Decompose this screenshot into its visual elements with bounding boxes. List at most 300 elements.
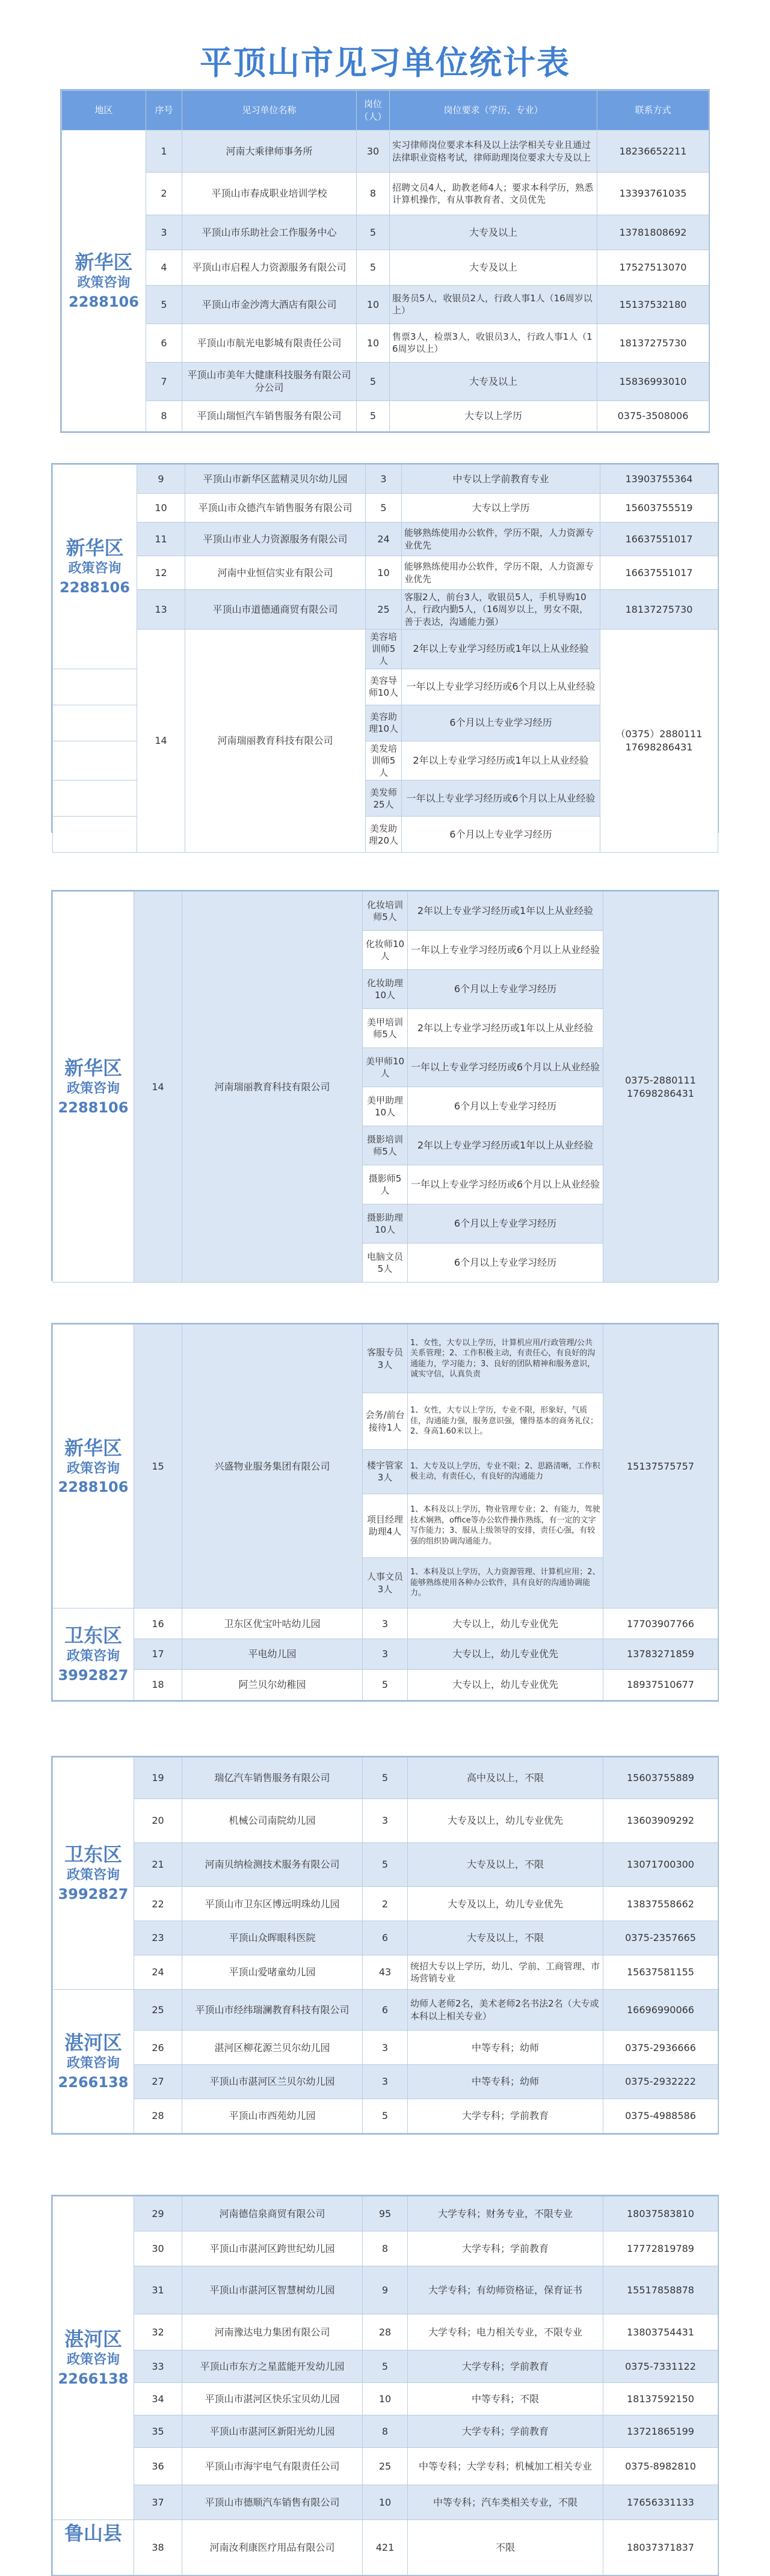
- position-name: 美发培训师5人: [366, 741, 402, 780]
- row-no: 23: [134, 1921, 182, 1955]
- row-requirements: 1、大专及以上学历，专业不限；2、思路清晰，工作积极主动，有责任心，有良好的沟通能力: [408, 1449, 603, 1494]
- district-label: 政策咨询: [68, 561, 122, 577]
- row-requirements: 不限: [408, 2520, 603, 2575]
- row-requirements: 中等专科；大学专科；机械加工相关专业: [408, 2448, 603, 2485]
- row-positions: 30: [357, 130, 390, 173]
- district-phone: 3992827: [58, 1666, 129, 1684]
- row-requirements: 6个月以上专业学习经历: [408, 1087, 603, 1126]
- row-contact: 15836993010: [597, 362, 709, 400]
- row-contact: 18037371837: [603, 2520, 718, 2575]
- row-contact: 0375-2936666: [603, 2031, 718, 2065]
- table-row: [53, 2520, 718, 2575]
- row-contact: 15137532180: [597, 285, 709, 324]
- row-positions: 5: [363, 1670, 408, 1700]
- row-unit: 平顶山市湛河区快乐宝贝幼儿园: [182, 2383, 363, 2415]
- row-requirements: 能够熟练使用办公软件，学历不限，人力资源专业优先: [402, 556, 600, 590]
- row-requirements: 2年以上专业学习经历或1年以上从业经验: [408, 892, 603, 931]
- district-phone: 3992827: [58, 1886, 129, 1903]
- row-contact: 0375-2932222: [603, 2065, 718, 2099]
- district-name: 新华区: [64, 1056, 122, 1080]
- district-label: 政策咨询: [66, 2352, 120, 2368]
- row-requirements: 一年以上专业学习经历或6个月以上从业经验: [408, 1048, 603, 1087]
- row-no: 22: [134, 1887, 182, 1921]
- row-contact: 15137575757: [603, 1325, 718, 1608]
- row-no: 16: [134, 1608, 182, 1639]
- row-contact: 13783271859: [603, 1639, 718, 1670]
- row-unit: 平顶山市业人力资源服务有限公司: [185, 523, 366, 556]
- row-no: 10: [137, 494, 185, 523]
- row-requirements: 实习律师岗位要求本科及以上法学相关专业且通过法律职业资格考试，律师助理岗位要求大专及以上: [390, 130, 597, 173]
- table-frame: [51, 890, 719, 1281]
- row-contact: 0375-4988586: [603, 2099, 718, 2133]
- unit-table: [52, 464, 718, 853]
- row-requirements: 幼师人老师2名，美术老师2名书法2名（大专或本科以上相关专业）: [408, 1989, 603, 2031]
- row-requirements: 售票3人，检票3人，收银员3人，行政人事1人（16周岁以上）: [390, 324, 597, 362]
- row-contact: 18137592150: [603, 2383, 718, 2415]
- row-positions: 6: [363, 1921, 408, 1955]
- row-positions: 5: [363, 1843, 408, 1887]
- table-row: [62, 215, 709, 250]
- row-positions: 5: [357, 400, 390, 431]
- row-unit: 河南中业恒信实业有限公司: [185, 556, 366, 590]
- row-positions: 8: [363, 2415, 408, 2448]
- row-contact: 16637551017: [600, 523, 718, 556]
- row-unit: 平顶山市金沙湾大酒店有限公司: [182, 285, 357, 324]
- table-row: [53, 629, 718, 669]
- row-positions: 28: [363, 2314, 408, 2351]
- table-row: [53, 2383, 718, 2415]
- row-no: 11: [137, 523, 185, 556]
- row-no: 17: [134, 1639, 182, 1670]
- row-no: 5: [146, 285, 182, 324]
- header-unit: 见习单位名称: [182, 91, 357, 130]
- row-requirements: 1、女性，大专以上学历，计算机应用/行政管理/公共关系管理；2、工作积极主动，有责任心，有良好的沟通能力，学习能力；3、良好的团队精神和服务意识，诚实守信，认真负责: [408, 1325, 603, 1393]
- page-title: 平顶山市见习单位统计表: [200, 44, 570, 82]
- row-requirements: 1、女性，大专以上学历，专业不限，形象好，气质佳，沟通能力强，服务意识强，懂得基本的商务礼仪；2、身高1.60米以上。: [408, 1393, 603, 1449]
- row-contact: 16696990066: [603, 1989, 718, 2031]
- row-positions: 8: [357, 173, 390, 215]
- row-no: 7: [146, 362, 182, 400]
- table-row: [53, 2415, 718, 2448]
- row-unit: 阿兰贝尔幼稚园: [182, 1670, 363, 1700]
- header-requirements: 岗位要求（学历、专业）: [390, 91, 597, 130]
- row-no: 13: [137, 590, 185, 630]
- table-row: [53, 523, 718, 556]
- row-requirements: 大专及以上，不限: [408, 1843, 603, 1887]
- row-positions: 10: [357, 324, 390, 362]
- row-unit: 河南汝利康医疗用品有限公司: [182, 2520, 363, 2575]
- table-row: [53, 2448, 718, 2485]
- row-unit: 平顶山市春成职业培训学校: [182, 173, 357, 215]
- row-unit: 平顶山市湛河区跨世纪幼儿园: [182, 2231, 363, 2266]
- table-row: [53, 1325, 718, 1393]
- row-no: 20: [134, 1799, 182, 1842]
- row-unit: 平顶山众晖眼科医院: [182, 1921, 363, 1955]
- row-requirements: 中等专科；汽车类相关专业，不限: [408, 2485, 603, 2520]
- row-unit: 平顶山市卫东区博远明珠幼儿园: [182, 1887, 363, 1921]
- row-positions: 3: [363, 1608, 408, 1639]
- row-contact: 13721865199: [603, 2415, 718, 2448]
- row-requirements: 大专以上，幼儿专业优先: [408, 1670, 603, 1700]
- table-row: [53, 590, 718, 630]
- row-requirements: 大学专科；学前教育: [408, 2099, 603, 2133]
- sheet-4: [51, 1323, 719, 1702]
- contact-mobile: 17698286431: [625, 741, 693, 753]
- row-no: 14: [134, 892, 182, 1283]
- row-contact: 15637581155: [603, 1955, 718, 1990]
- table-row: [53, 1670, 718, 1700]
- header-positions: 岗位（人）: [357, 91, 390, 130]
- table-row: [53, 2485, 718, 2520]
- row-requirements: 一年以上专业学习经历或6个月以上从业经验: [402, 780, 600, 817]
- row-no: 24: [134, 1955, 182, 1990]
- row-no: 32: [134, 2314, 182, 2351]
- contact-mobile: 17698286431: [627, 1087, 694, 1099]
- position-name: 美发师25人: [366, 780, 402, 817]
- row-positions: 10: [363, 2383, 408, 2415]
- district-phone: 2266138: [58, 2370, 129, 2388]
- row-contact: 17527513070: [597, 250, 709, 286]
- row-unit: 平顶山市新华区蓝精灵贝尔幼儿园: [185, 465, 366, 494]
- table-row: [53, 1799, 718, 1842]
- row-no: 21: [134, 1843, 182, 1887]
- row-positions: 3: [366, 465, 402, 494]
- row-positions: 3: [363, 2031, 408, 2065]
- row-no: 1: [146, 130, 182, 173]
- row-requirements: 大专及以上: [390, 215, 597, 250]
- position-name: 美容导师10人: [366, 669, 402, 705]
- position-name: 摄影助理10人: [363, 1204, 408, 1244]
- table-row: [53, 2314, 718, 2351]
- unit-table: [52, 1324, 718, 1700]
- row-requirements: 大学专科；学前教育: [408, 2415, 603, 2448]
- row-requirements: 一年以上专业学习经历或6个月以上从业经验: [408, 1165, 603, 1204]
- sheet-5: [51, 1756, 719, 2135]
- row-positions: 3: [363, 1799, 408, 1842]
- row-unit: 兴盛物业服务集团有限公司: [182, 1325, 363, 1608]
- table-row: [53, 1608, 718, 1639]
- row-contact: 15517858878: [603, 2266, 718, 2314]
- row-positions: 95: [363, 2197, 408, 2231]
- row-requirements: 大专以上学历: [390, 400, 597, 431]
- row-requirements: 一年以上专业学习经历或6个月以上从业经验: [408, 931, 603, 970]
- row-requirements: 大学专科；学前教育: [408, 2351, 603, 2383]
- district-cell-xinhua: [53, 1325, 134, 1608]
- table-frame: [51, 1756, 719, 2135]
- table-row: [53, 1887, 718, 1921]
- row-positions: 5: [357, 362, 390, 400]
- row-no: 4: [146, 250, 182, 286]
- row-no: 12: [137, 556, 185, 590]
- row-unit: 河南瑞丽教育科技有限公司: [182, 892, 363, 1283]
- sheet-3: [51, 890, 719, 1281]
- row-no: 27: [134, 2065, 182, 2099]
- district-cell-weidong: [53, 1608, 134, 1700]
- row-unit: 平顶山爱啫童幼儿园: [182, 1955, 363, 1990]
- row-unit: 平顶山市众德汽车销售服务有限公司: [185, 494, 366, 523]
- row-positions: 9: [363, 2266, 408, 2314]
- row-unit: 湛河区柳花源兰贝尔幼儿园: [182, 2031, 363, 2065]
- row-unit: 平顶山市西苑幼儿园: [182, 2099, 363, 2133]
- table-frame: [51, 2195, 719, 2576]
- row-contact: 13803754431: [603, 2314, 718, 2351]
- row-no: 25: [134, 1989, 182, 2031]
- table-row: [62, 400, 709, 431]
- position-name: 摄影培训师5人: [363, 1126, 408, 1165]
- row-positions: 5: [363, 2351, 408, 2383]
- row-requirements: 6个月以上专业学习经历: [402, 705, 600, 741]
- district-label: 政策咨询: [66, 2055, 120, 2071]
- row-positions: 10: [363, 2485, 408, 2520]
- district-cell-lushan: [53, 2520, 134, 2575]
- row-contact: 16637551017: [600, 556, 718, 590]
- row-contact: 17656331133: [603, 2485, 718, 2520]
- row-requirements: 2年以上专业学习经历或1年以上从业经验: [408, 1126, 603, 1165]
- position-name: 楼宇管家3人: [363, 1449, 408, 1494]
- district-cell-xinhua: [53, 465, 137, 669]
- row-contact: 18137275730: [600, 590, 718, 630]
- district-name: 湛河区: [64, 2031, 122, 2054]
- district-label: 政策咨询: [66, 1649, 120, 1664]
- table-row: [53, 1843, 718, 1887]
- row-requirements: 6个月以上专业学习经历: [408, 1204, 603, 1244]
- row-positions: 2: [363, 1887, 408, 1921]
- row-contact: 13393761035: [597, 173, 709, 215]
- row-contact: [600, 629, 718, 853]
- row-requirements: 客服2人，前台3人，收银员5人，手机导购10人，行政内勤5人，（16周岁以上，男女不限，善于表达，沟通能力强）: [402, 590, 600, 630]
- row-no: 15: [134, 1325, 182, 1608]
- row-contact: 13071700300: [603, 1843, 718, 1887]
- row-positions: 25: [366, 590, 402, 630]
- position-name: 会务/前台接待1人: [363, 1393, 408, 1449]
- row-unit: 平电幼儿园: [182, 1639, 363, 1670]
- district-name: 卫东区: [64, 1624, 122, 1648]
- unit-table: [52, 891, 718, 1283]
- row-unit: 平顶山市湛河区新阳光幼儿园: [182, 2415, 363, 2448]
- row-requirements: 大学专科；有幼师资格证，保育证书: [408, 2266, 603, 2314]
- position-name: 美甲师10人: [363, 1048, 408, 1087]
- row-requirements: 大学专科；学前教育: [408, 2231, 603, 2266]
- row-requirements: 中等专科；幼师: [408, 2065, 603, 2099]
- table-frame: [60, 89, 710, 433]
- row-contact: 17772819789: [603, 2231, 718, 2266]
- table-row: [53, 1758, 718, 1799]
- row-contact: 13603909292: [603, 1799, 718, 1842]
- row-no: 3: [146, 215, 182, 250]
- row-contact: 0375-8982810: [603, 2448, 718, 2485]
- district-cell-blank: [53, 817, 137, 853]
- row-positions: 3: [363, 2065, 408, 2099]
- row-no: 34: [134, 2383, 182, 2415]
- row-requirements: 大学专科；电力相关专业，不限专业: [408, 2314, 603, 2351]
- sheet-1: [60, 18, 710, 433]
- row-unit: 河南贝纳检测技术服务有限公司: [182, 1843, 363, 1887]
- district-name: 新华区: [66, 536, 124, 560]
- district-cell-zhanhe: [53, 1989, 134, 2133]
- row-contact: [603, 892, 718, 1283]
- position-name: 摄影师5人: [363, 1165, 408, 1204]
- row-no: 2: [146, 173, 182, 215]
- row-positions: 6: [363, 1989, 408, 2031]
- table-row: [53, 2031, 718, 2065]
- table-row: [53, 1955, 718, 1990]
- row-contact: 0375-2357665: [603, 1921, 718, 1955]
- row-unit: 平顶山市湛河区智慧树幼儿园: [182, 2266, 363, 2314]
- row-contact: 15603755889: [603, 1758, 718, 1799]
- position-name: 客服专员3人: [363, 1325, 408, 1393]
- district-cell-blank: [53, 741, 137, 780]
- position-name: 美容助理10人: [366, 705, 402, 741]
- table-row: [53, 2099, 718, 2133]
- row-requirements: 大专及以上: [390, 250, 597, 286]
- district-cell-xinhua: [53, 892, 134, 1283]
- sheet-6: [51, 2195, 719, 2574]
- row-no: 31: [134, 2266, 182, 2314]
- table-row: [53, 2351, 718, 2383]
- row-requirements: 大专以上学历: [402, 494, 600, 523]
- row-unit: 平顶山市东方之星蓝能开发幼儿园: [182, 2351, 363, 2383]
- row-contact: 18137275730: [597, 324, 709, 362]
- position-name: 美发助理20人: [366, 817, 402, 853]
- table-row: [53, 494, 718, 523]
- sheet-2: [51, 463, 719, 846]
- row-positions: 24: [366, 523, 402, 556]
- row-contact: 15603755519: [600, 494, 718, 523]
- row-requirements: 招聘文员4人，助教老师4人；要求本科学历，熟悉计算机操作，有从事教育者、文员优先: [390, 173, 597, 215]
- row-unit: 平顶山市乐助社会工作服务中心: [182, 215, 357, 250]
- district-phone: 2288106: [60, 578, 130, 596]
- row-requirements: 6个月以上专业学习经历: [408, 970, 603, 1009]
- row-requirements: 大专及以上，幼儿专业优先: [408, 1887, 603, 1921]
- table-row: [53, 1989, 718, 2031]
- row-no: 18: [134, 1670, 182, 1700]
- row-requirements: 2年以上专业学习经历或1年以上从业经验: [408, 1009, 603, 1048]
- district-cell-xinhua: [62, 130, 146, 432]
- table-row: [62, 285, 709, 324]
- table-row: [62, 250, 709, 286]
- unit-table: [61, 90, 709, 432]
- district-label: 政策咨询: [77, 275, 131, 290]
- row-contact: 17703907766: [603, 1608, 718, 1639]
- table-row: [53, 2065, 718, 2099]
- row-positions: 5: [366, 494, 402, 523]
- position-name: 化妆助理10人: [363, 970, 408, 1009]
- row-unit: 平顶山市美年大健康科技服务有限公司分公司: [182, 362, 357, 400]
- row-contact: 13903755364: [600, 465, 718, 494]
- row-no: 38: [134, 2520, 182, 2575]
- district-name: 湛河区: [64, 2328, 122, 2351]
- row-unit: 平顶山瑞恒汽车销售服务有限公司: [182, 400, 357, 431]
- row-unit: 河南大乘律师事务所: [182, 130, 357, 173]
- table-row: [62, 324, 709, 362]
- position-name: 美甲助理10人: [363, 1087, 408, 1126]
- position-name: 美甲培训师5人: [363, 1009, 408, 1048]
- table-frame: [51, 1323, 719, 1702]
- row-no: 8: [146, 400, 182, 431]
- row-unit: 河南德信泉商贸有限公司: [182, 2197, 363, 2231]
- district-name: 鲁山县: [64, 2522, 122, 2545]
- row-unit: 河南豫达电力集团有限公司: [182, 2314, 363, 2351]
- table-row: [53, 892, 718, 931]
- row-positions: 5: [357, 250, 390, 286]
- header-contact: 联系方式: [597, 91, 709, 130]
- district-name: 新华区: [64, 1436, 122, 1459]
- table-row: [53, 1921, 718, 1955]
- row-contact: 18236652211: [597, 130, 709, 173]
- row-requirements: 1、本科及以上学历，物业管理专业；2、有能力，驾驶技术娴熟，office等办公软件操作熟练，有一定的文字写作能力；3、服从上级领导的安排，责任心强，有较强的组织协调沟通能力。: [408, 1494, 603, 1557]
- district-cell-blank: [53, 705, 137, 741]
- table-row: [53, 2266, 718, 2314]
- row-unit: 平顶山市航光电影城有限责任公司: [182, 324, 357, 362]
- row-requirements: 能够熟练使用办公软件，学历不限，人力资源专业优先: [402, 523, 600, 556]
- district-label: 政策咨询: [66, 1461, 120, 1476]
- row-requirements: 中等专科；不限: [408, 2383, 603, 2415]
- row-positions: 421: [363, 2520, 408, 2575]
- row-positions: 10: [357, 285, 390, 324]
- district-cell-zhanhe: [53, 2197, 134, 2520]
- row-no: 30: [134, 2231, 182, 2266]
- row-contact: 13837558662: [603, 1887, 718, 1921]
- table-row: [53, 2231, 718, 2266]
- table-row: [53, 465, 718, 494]
- district-name: 新华区: [75, 251, 133, 274]
- district-phone: 2288106: [69, 293, 139, 310]
- district-label: 政策咨询: [66, 1868, 120, 1883]
- row-no: 29: [134, 2197, 182, 2231]
- row-contact: 13781808692: [597, 215, 709, 250]
- row-no: 37: [134, 2485, 182, 2520]
- unit-table: [52, 1757, 718, 2133]
- row-requirements: 统招大专以上学历，幼儿、学前、工商管理、市场营销专业: [408, 1955, 603, 1990]
- table-frame: [51, 463, 719, 846]
- contact-landline: （0375）2880111: [615, 728, 703, 740]
- row-no: 35: [134, 2415, 182, 2448]
- position-name: 电脑文员5人: [363, 1244, 408, 1283]
- row-requirements: 中专以上学前教育专业: [402, 465, 600, 494]
- row-contact: 18037583810: [603, 2197, 718, 2231]
- row-positions: 43: [363, 1955, 408, 1990]
- row-requirements: 大专及以上: [390, 362, 597, 400]
- row-requirements: 6个月以上专业学习经历: [408, 1244, 603, 1283]
- row-contact: 18937510677: [603, 1670, 718, 1700]
- position-name: 美容培训师5人: [366, 629, 402, 669]
- row-no: 28: [134, 2099, 182, 2133]
- row-no: 19: [134, 1758, 182, 1799]
- district-cell-blank: [53, 669, 137, 705]
- row-requirements: 大学专科；财务专业，不限专业: [408, 2197, 603, 2231]
- row-requirements: 一年以上专业学习经历或6个月以上从业经验: [402, 669, 600, 705]
- district-name: 卫东区: [64, 1843, 122, 1866]
- row-unit: 瑞亿汽车销售服务有限公司: [182, 1758, 363, 1799]
- header-district: 地区: [62, 91, 146, 130]
- row-no: 14: [137, 629, 185, 853]
- table-row: [62, 130, 709, 173]
- row-requirements: 大专以上，幼儿专业优先: [408, 1639, 603, 1670]
- row-requirements: 大专以上，幼儿专业优先: [408, 1608, 603, 1639]
- position-name: 化妆师10人: [363, 931, 408, 970]
- district-label: 政策咨询: [66, 1081, 120, 1097]
- row-requirements: 1、本科及以上学历，人力资源管理、计算机应用；2、能够熟练使用各种办公软件，具有良好的沟通协调能力。: [408, 1557, 603, 1608]
- row-no: 26: [134, 2031, 182, 2065]
- unit-table: [52, 2196, 718, 2575]
- row-unit: 平顶山市德顺汽车销售有限公司: [182, 2485, 363, 2520]
- row-positions: 3: [363, 1639, 408, 1670]
- table-row: [53, 2197, 718, 2231]
- row-requirements: 中等专科；幼师: [408, 2031, 603, 2065]
- row-no: 9: [137, 465, 185, 494]
- row-no: 33: [134, 2351, 182, 2383]
- row-positions: 5: [357, 215, 390, 250]
